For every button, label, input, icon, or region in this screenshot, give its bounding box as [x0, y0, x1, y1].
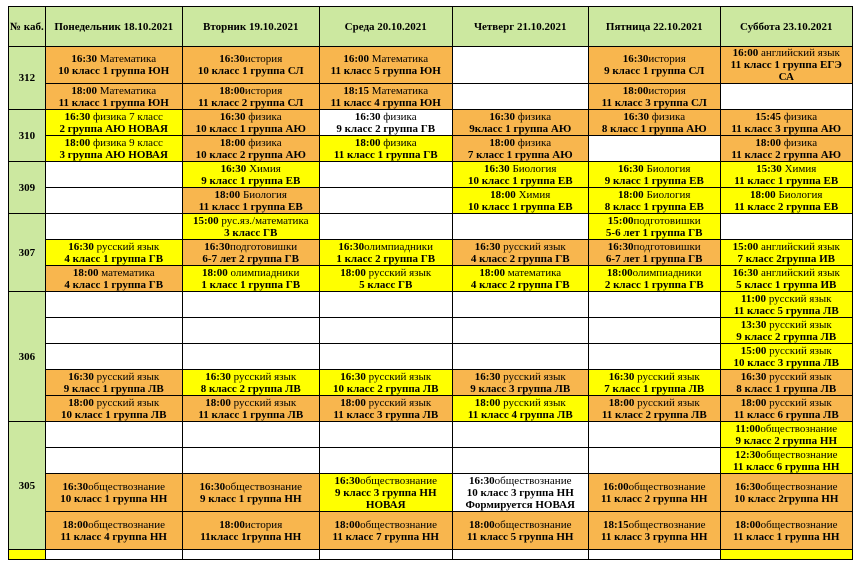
lesson-group: 9 класс 2 группа ЛВ	[736, 330, 837, 343]
lesson-group: 11 класс 2 группа АЮ	[731, 148, 842, 161]
lesson-subject: 18:15 Математика	[343, 84, 429, 97]
empty-cell	[45, 188, 182, 214]
lesson-cell	[720, 474, 852, 512]
lesson-group: 11 класс 2 группа ЛВ	[601, 408, 707, 421]
lesson-subject: 16:30 физика	[219, 110, 282, 123]
room-305: 305	[9, 422, 46, 550]
lesson-group: 11 класс 5 группа ЮН	[330, 65, 441, 77]
lesson-subject: 18:00 физика	[219, 136, 282, 149]
empty-cell	[588, 318, 720, 344]
empty-cell	[319, 344, 452, 370]
lesson-cell	[182, 110, 319, 136]
lesson-group: 7 класс 2группа ИВ	[737, 252, 836, 265]
empty-cell	[319, 214, 452, 240]
lesson-group: 4 класс 1 группа ГВ	[64, 278, 164, 291]
lesson-cell	[319, 47, 452, 84]
empty-cell	[9, 550, 46, 560]
lesson-subject: 16:00 английский язык	[732, 47, 840, 59]
table-row	[9, 396, 853, 422]
lesson-group: 4 класс 1 группа ГВ	[64, 252, 164, 265]
lesson-cell	[720, 512, 852, 550]
lesson-group: 11 класс 4 группа НН	[60, 530, 167, 543]
lesson-subject: 15:00 рус.яз./математика	[192, 214, 309, 227]
lesson-cell	[452, 136, 588, 162]
empty-cell	[45, 292, 182, 318]
lesson-subject: 16:30 Биология	[484, 162, 557, 175]
empty-cell	[319, 292, 452, 318]
lesson-group: 11 класс 1 группа ЕВ	[734, 174, 839, 187]
lesson-cell	[182, 162, 319, 188]
empty-cell	[45, 214, 182, 240]
lesson-cell	[319, 266, 452, 292]
table-row	[9, 188, 853, 214]
lesson-group: 9 класс 1 группа ЕВ	[201, 174, 301, 187]
lesson-subject: 18:00 физика	[755, 136, 818, 149]
lesson-group: 11 класс 7 группа НН	[332, 530, 439, 543]
lesson-subject: 16:30история	[219, 53, 283, 65]
empty-cell	[319, 422, 452, 448]
empty-cell	[720, 84, 852, 110]
lesson-cell	[182, 214, 319, 240]
table-row	[9, 550, 853, 560]
lesson-cell	[182, 188, 319, 214]
lesson-group: 11класс 1группа НН	[200, 530, 302, 543]
empty-cell	[182, 292, 319, 318]
lesson-group: 6-7 лет 1 группа ГВ	[605, 252, 703, 265]
empty-cell	[182, 318, 319, 344]
lesson-subject: 18:00 физика 9 класс	[64, 136, 163, 149]
table-row	[9, 266, 853, 292]
lesson-cell	[452, 474, 588, 512]
lesson-group: 9 класс 2 группа ГВ	[336, 122, 436, 135]
day-header-monday: Понедельник 18.10.2021	[45, 7, 182, 47]
lesson-subject: 18:00история	[622, 84, 686, 97]
lesson-cell	[720, 110, 852, 136]
day-header-saturday: Суббота 23.10.2021	[720, 7, 852, 47]
table-row	[9, 110, 853, 136]
empty-cell	[182, 422, 319, 448]
lesson-group: 2 группа АЮ НОВАЯ	[59, 122, 168, 135]
empty-cell	[319, 448, 452, 474]
table-row	[9, 292, 853, 318]
lesson-cell	[319, 110, 452, 136]
lesson-cell	[319, 512, 452, 550]
lesson-group: 2 класс 1 группа ГВ	[604, 278, 704, 291]
lesson-subject: 16:30 физика 7 класс	[64, 110, 163, 123]
lesson-subject: 16:30обществознание	[734, 480, 838, 493]
lesson-cell	[45, 240, 182, 266]
table-row	[9, 136, 853, 162]
lesson-cell	[182, 47, 319, 84]
lesson-group: 11 класс 1 группа НН	[733, 530, 840, 543]
lesson-group: 11 класс 1 группа ЕГЭ	[730, 59, 842, 71]
lesson-subject: 18:15обществознание	[602, 518, 706, 531]
lesson-subject: 16:30 русский язык	[68, 370, 160, 383]
lesson-cell	[319, 136, 452, 162]
lesson-group: 10 класс 1 группа АЮ	[195, 122, 306, 135]
empty-cell	[452, 292, 588, 318]
lesson-cell	[720, 292, 852, 318]
lesson-subject: 16:30 русский язык	[205, 370, 297, 383]
lesson-subject: 18:00 русский язык	[608, 396, 700, 409]
lesson-group: 3 класс ГВ	[224, 226, 278, 239]
lesson-cell	[588, 512, 720, 550]
lesson-subject: 11:00обществознание	[735, 422, 838, 435]
lesson-cell	[588, 188, 720, 214]
lesson-cell	[720, 240, 852, 266]
lesson-cell	[588, 240, 720, 266]
lesson-group: 11 класс 2 группа СЛ	[198, 96, 304, 109]
lesson-cell	[588, 474, 720, 512]
room-310: 310	[9, 110, 46, 162]
lesson-group: 8 класс 1 группа АЮ	[601, 122, 707, 135]
room-number-header: № каб.	[9, 7, 46, 47]
empty-cell	[452, 550, 588, 560]
lesson-group: 5 класс 1 группа ИВ	[736, 278, 837, 291]
lesson-group: 10 класс 1 группа ЛВ	[61, 408, 167, 421]
lesson-subject: 16:30 физика	[354, 110, 417, 123]
lesson-group: 9 класс 1 группа ЛВ	[63, 382, 164, 395]
lesson-group: 5-6 лет 1 группа ГВ	[605, 226, 703, 239]
lesson-cell	[45, 266, 182, 292]
lesson-group: 11 класс 1 группа ЛВ	[198, 408, 304, 421]
lesson-subject: 15:00 английский язык	[732, 240, 840, 253]
lesson-subject: 16:30 русский язык	[608, 370, 700, 383]
lesson-cell	[720, 396, 852, 422]
empty-cell	[588, 136, 720, 162]
lesson-cell	[452, 188, 588, 214]
empty-cell	[182, 448, 319, 474]
lesson-subject: 18:00обществознание	[468, 518, 572, 531]
lesson-group: 3 группа АЮ НОВАЯ	[59, 148, 168, 161]
lesson-group: 10 класс 2 группа АЮ	[195, 148, 306, 161]
lesson-subject: 15:45 физика	[755, 110, 818, 123]
lesson-subject: 18:00 физика	[489, 136, 552, 149]
lesson-cell	[182, 266, 319, 292]
lesson-subject: 16:00 Математика	[343, 53, 429, 65]
lesson-group: 11 класс 2 группа ЕВ	[734, 200, 839, 213]
empty-cell	[45, 550, 182, 560]
lesson-cell	[452, 370, 588, 396]
lesson-subject: 18:00 математика	[479, 266, 562, 279]
lesson-group: 10 класс 1 группа НН	[60, 492, 168, 505]
lesson-cell	[588, 162, 720, 188]
lesson-cell	[452, 266, 588, 292]
lesson-group: 11 класс 1 группа ГВ	[333, 148, 438, 161]
lesson-group: 8 класс 1 группа ЕВ	[604, 200, 704, 213]
lesson-group: 11 класс 4 группа ЮН	[330, 96, 441, 109]
lesson-group: 10 класс 3 группа ЛВ	[733, 356, 839, 369]
lesson-subject: 16:30обществознание	[62, 480, 165, 493]
lesson-cell	[182, 512, 319, 550]
lesson-cell	[720, 188, 852, 214]
lesson-subject: 18:00 русский язык	[340, 266, 432, 279]
lesson-group: Формируется НОВАЯ	[465, 498, 575, 511]
room-312: 312	[9, 47, 46, 110]
empty-cell	[45, 448, 182, 474]
room-307: 307	[9, 214, 46, 292]
lesson-cell	[45, 512, 182, 550]
day-header-tuesday: Вторник 19.10.2021	[182, 7, 319, 47]
lesson-group: 11 класс 5 группа НН	[467, 530, 574, 543]
lesson-cell	[720, 136, 852, 162]
lesson-group: 10 класс 1 группа ЕВ	[467, 174, 573, 187]
lesson-cell	[319, 370, 452, 396]
lesson-cell	[319, 474, 452, 512]
empty-cell	[319, 162, 452, 188]
empty-cell	[588, 448, 720, 474]
lesson-group: 10 класс 2 группа ЛВ	[333, 382, 439, 395]
table-row	[9, 512, 853, 550]
lesson-group: 1 класс 1 группа ГВ	[201, 278, 301, 291]
lesson-subject: 16:30подготовишки	[607, 240, 701, 253]
lesson-subject: 16:30 физика	[489, 110, 552, 123]
lesson-subject: 18:00 Биология	[618, 188, 691, 201]
lesson-cell	[588, 266, 720, 292]
table-row	[9, 47, 853, 84]
lesson-subject: 16:30подготовишки	[204, 240, 298, 253]
lesson-subject: 16:30обществознание	[199, 480, 302, 493]
empty-cell	[452, 422, 588, 448]
lesson-cell	[720, 318, 852, 344]
lesson-subject: 18:00 математика	[72, 266, 155, 279]
lesson-subject: 16:30 русский язык	[474, 370, 566, 383]
empty-cell	[319, 318, 452, 344]
lesson-cell	[45, 110, 182, 136]
lesson-subject: 18:00 русский язык	[740, 396, 832, 409]
lesson-group: 9 класс 1 группа НН	[199, 492, 302, 505]
lesson-subject: 15:00подготовишки	[607, 214, 701, 227]
lesson-cell	[588, 110, 720, 136]
lesson-subject: 18:00 Математика	[71, 84, 157, 97]
lesson-group: 4 класс 2 группа ГВ	[470, 278, 570, 291]
lesson-group: 10 класс 1 группа ЕВ	[467, 200, 573, 213]
lesson-group: 7 класс 1 группа ЛВ	[604, 382, 705, 395]
empty-cell	[720, 550, 852, 560]
lesson-group: 11 класс 2 группа НН	[601, 492, 708, 505]
lesson-subject: 18:00обществознание	[734, 518, 838, 531]
lesson-group: 5 класс ГВ	[359, 278, 413, 291]
lesson-subject: 18:00история	[219, 84, 283, 97]
lesson-cell	[720, 344, 852, 370]
lesson-subject: 18:00 русский язык	[68, 396, 160, 409]
empty-cell	[182, 550, 319, 560]
lesson-cell	[720, 370, 852, 396]
table-row	[9, 162, 853, 188]
lesson-cell	[588, 396, 720, 422]
table-row	[9, 422, 853, 448]
lesson-subject: 16:30 русский язык	[740, 370, 832, 383]
lesson-group: 7 класс 1 группа АЮ	[467, 148, 573, 161]
day-header-wednesday: Среда 20.10.2021	[319, 7, 452, 47]
room-309: 309	[9, 162, 46, 214]
lesson-cell	[452, 396, 588, 422]
lesson-group: 8 класс 1 группа ЛВ	[736, 382, 837, 395]
lesson-subject: 18:00история	[219, 518, 283, 531]
lesson-cell	[452, 240, 588, 266]
lesson-subject: 18:00 Химия	[490, 188, 551, 201]
lesson-cell	[45, 136, 182, 162]
empty-cell	[452, 84, 588, 110]
empty-cell	[452, 47, 588, 84]
lesson-cell	[45, 47, 182, 84]
lesson-subject: 16:30обществознание	[334, 474, 437, 487]
schedule-table	[8, 6, 853, 560]
lesson-group: 10 класс 3 группа НН	[466, 486, 574, 499]
lesson-cell	[182, 396, 319, 422]
empty-cell	[720, 214, 852, 240]
lesson-group: 11 класс 3 группа АЮ	[731, 122, 842, 135]
lesson-group: 9 класс 1 группа СЛ	[604, 65, 705, 77]
empty-cell	[588, 344, 720, 370]
lesson-cell	[452, 512, 588, 550]
lesson-group: 6-7 лет 2 группа ГВ	[202, 252, 300, 265]
lesson-cell	[182, 136, 319, 162]
lesson-subject: 16:30 английский язык	[732, 266, 840, 279]
lesson-group: 11 класс 6 группа ЛВ	[733, 408, 839, 421]
header-row	[9, 7, 853, 47]
lesson-subject: 18:00 физика	[354, 136, 417, 149]
lesson-group: 9 класс 3 группа ЛВ	[470, 382, 571, 395]
lesson-group: 11 класс 5 группа ЛВ	[733, 304, 839, 317]
lesson-subject: 18:00олимпиадники	[606, 266, 702, 279]
lesson-cell	[720, 266, 852, 292]
lesson-group: 11 класс 6 группа НН	[733, 460, 840, 473]
lesson-subject: 12:30обществознание	[734, 448, 838, 461]
lesson-cell	[452, 162, 588, 188]
lesson-group: 10 класс 2группа НН	[734, 492, 839, 505]
lesson-group: 10 класс 1 группа СЛ	[197, 65, 304, 77]
lesson-subject: 13:30 русский язык	[740, 318, 832, 331]
table-row	[9, 370, 853, 396]
lesson-group: 9 класс 3 группа НН	[334, 486, 437, 499]
lesson-cell	[45, 396, 182, 422]
lesson-group: 11 класс 1 группа ЕВ	[198, 200, 303, 213]
lesson-group: 10 класс 1 группа ЮН	[58, 65, 170, 77]
lesson-group: НОВАЯ	[365, 498, 406, 511]
lesson-group: 9класс 1 группа АЮ	[469, 122, 572, 135]
lesson-subject: 18:00обществознание	[62, 518, 165, 531]
empty-cell	[588, 550, 720, 560]
table-row	[9, 318, 853, 344]
lesson-group: СА	[778, 71, 794, 83]
lesson-subject: 18:00 русский язык	[205, 396, 297, 409]
empty-cell	[588, 292, 720, 318]
lesson-subject: 18:00 русский язык	[340, 396, 432, 409]
empty-cell	[319, 550, 452, 560]
lesson-subject: 11:00 русский язык	[741, 292, 832, 305]
lesson-subject: 16:30 русский язык	[68, 240, 160, 253]
table-row	[9, 240, 853, 266]
lesson-group: 1 класс 2 группа ГВ	[336, 252, 436, 265]
empty-cell	[452, 344, 588, 370]
lesson-group: 11 класс 4 группа ЛВ	[467, 408, 573, 421]
lesson-cell	[182, 370, 319, 396]
table-row	[9, 448, 853, 474]
empty-cell	[45, 422, 182, 448]
lesson-group: 9 класс 1 группа ЕВ	[604, 174, 704, 187]
lesson-subject: 18:00 олимпиадники	[202, 266, 300, 279]
room-306: 306	[9, 292, 46, 422]
lesson-subject: 16:00обществознание	[602, 480, 706, 493]
lesson-subject: 15:00 русский язык	[740, 344, 832, 357]
lesson-subject: 16:30история	[622, 53, 686, 65]
lesson-cell	[720, 162, 852, 188]
table-row	[9, 474, 853, 512]
lesson-cell	[319, 84, 452, 110]
lesson-subject: 16:30 Химия	[220, 162, 281, 175]
lesson-subject: 16:30олимпиадники	[338, 240, 434, 253]
empty-cell	[452, 214, 588, 240]
empty-cell	[319, 188, 452, 214]
lesson-cell	[45, 84, 182, 110]
lesson-subject: 18:00 русский язык	[474, 396, 566, 409]
lesson-group: 11 класс 3 группа СЛ	[601, 96, 707, 109]
lesson-cell	[720, 448, 852, 474]
lesson-subject: 16:30обществознание	[468, 474, 572, 487]
lesson-cell	[720, 422, 852, 448]
lesson-group: 4 класс 2 группа ГВ	[470, 252, 570, 265]
lesson-subject: 16:30 Математика	[71, 53, 157, 65]
lesson-cell	[182, 84, 319, 110]
empty-cell	[182, 344, 319, 370]
empty-cell	[452, 318, 588, 344]
lesson-group: 9 класс 2 группа НН	[735, 434, 837, 447]
lesson-cell	[588, 84, 720, 110]
lesson-cell	[588, 214, 720, 240]
lesson-cell	[452, 110, 588, 136]
empty-cell	[45, 318, 182, 344]
lesson-cell	[45, 474, 182, 512]
lesson-cell	[45, 370, 182, 396]
lesson-cell	[182, 474, 319, 512]
lesson-subject: 16:30 русский язык	[340, 370, 432, 383]
lesson-group: 11 класс 3 группа ЛВ	[333, 408, 439, 421]
lesson-subject: 18:00 Биология	[214, 188, 287, 201]
lesson-cell	[588, 370, 720, 396]
lesson-group: 11 класс 3 группа НН	[601, 530, 708, 543]
lesson-cell	[588, 47, 720, 84]
lesson-cell	[182, 240, 319, 266]
lesson-subject: 18:00обществознание	[334, 518, 437, 531]
lesson-subject: 15:30 Химия	[756, 162, 817, 175]
lesson-group: 8 класс 2 группа ЛВ	[200, 382, 301, 395]
table-row	[9, 214, 853, 240]
empty-cell	[452, 448, 588, 474]
empty-cell	[588, 422, 720, 448]
lesson-subject: 16:30 Биология	[618, 162, 691, 175]
lesson-cell	[319, 396, 452, 422]
lesson-subject: 16:30 физика	[623, 110, 686, 123]
lesson-subject: 16:30 русский язык	[474, 240, 566, 253]
lesson-cell	[720, 47, 852, 84]
empty-cell	[45, 344, 182, 370]
lesson-subject: 18:00 Биология	[750, 188, 823, 201]
lesson-group: 11 класс 1 группа ЮН	[58, 96, 169, 109]
day-header-thursday: Четверг 21.10.2021	[452, 7, 588, 47]
table-row	[9, 84, 853, 110]
day-header-friday: Пятница 22.10.2021	[588, 7, 720, 47]
empty-cell	[45, 162, 182, 188]
table-row	[9, 344, 853, 370]
lesson-cell	[319, 240, 452, 266]
